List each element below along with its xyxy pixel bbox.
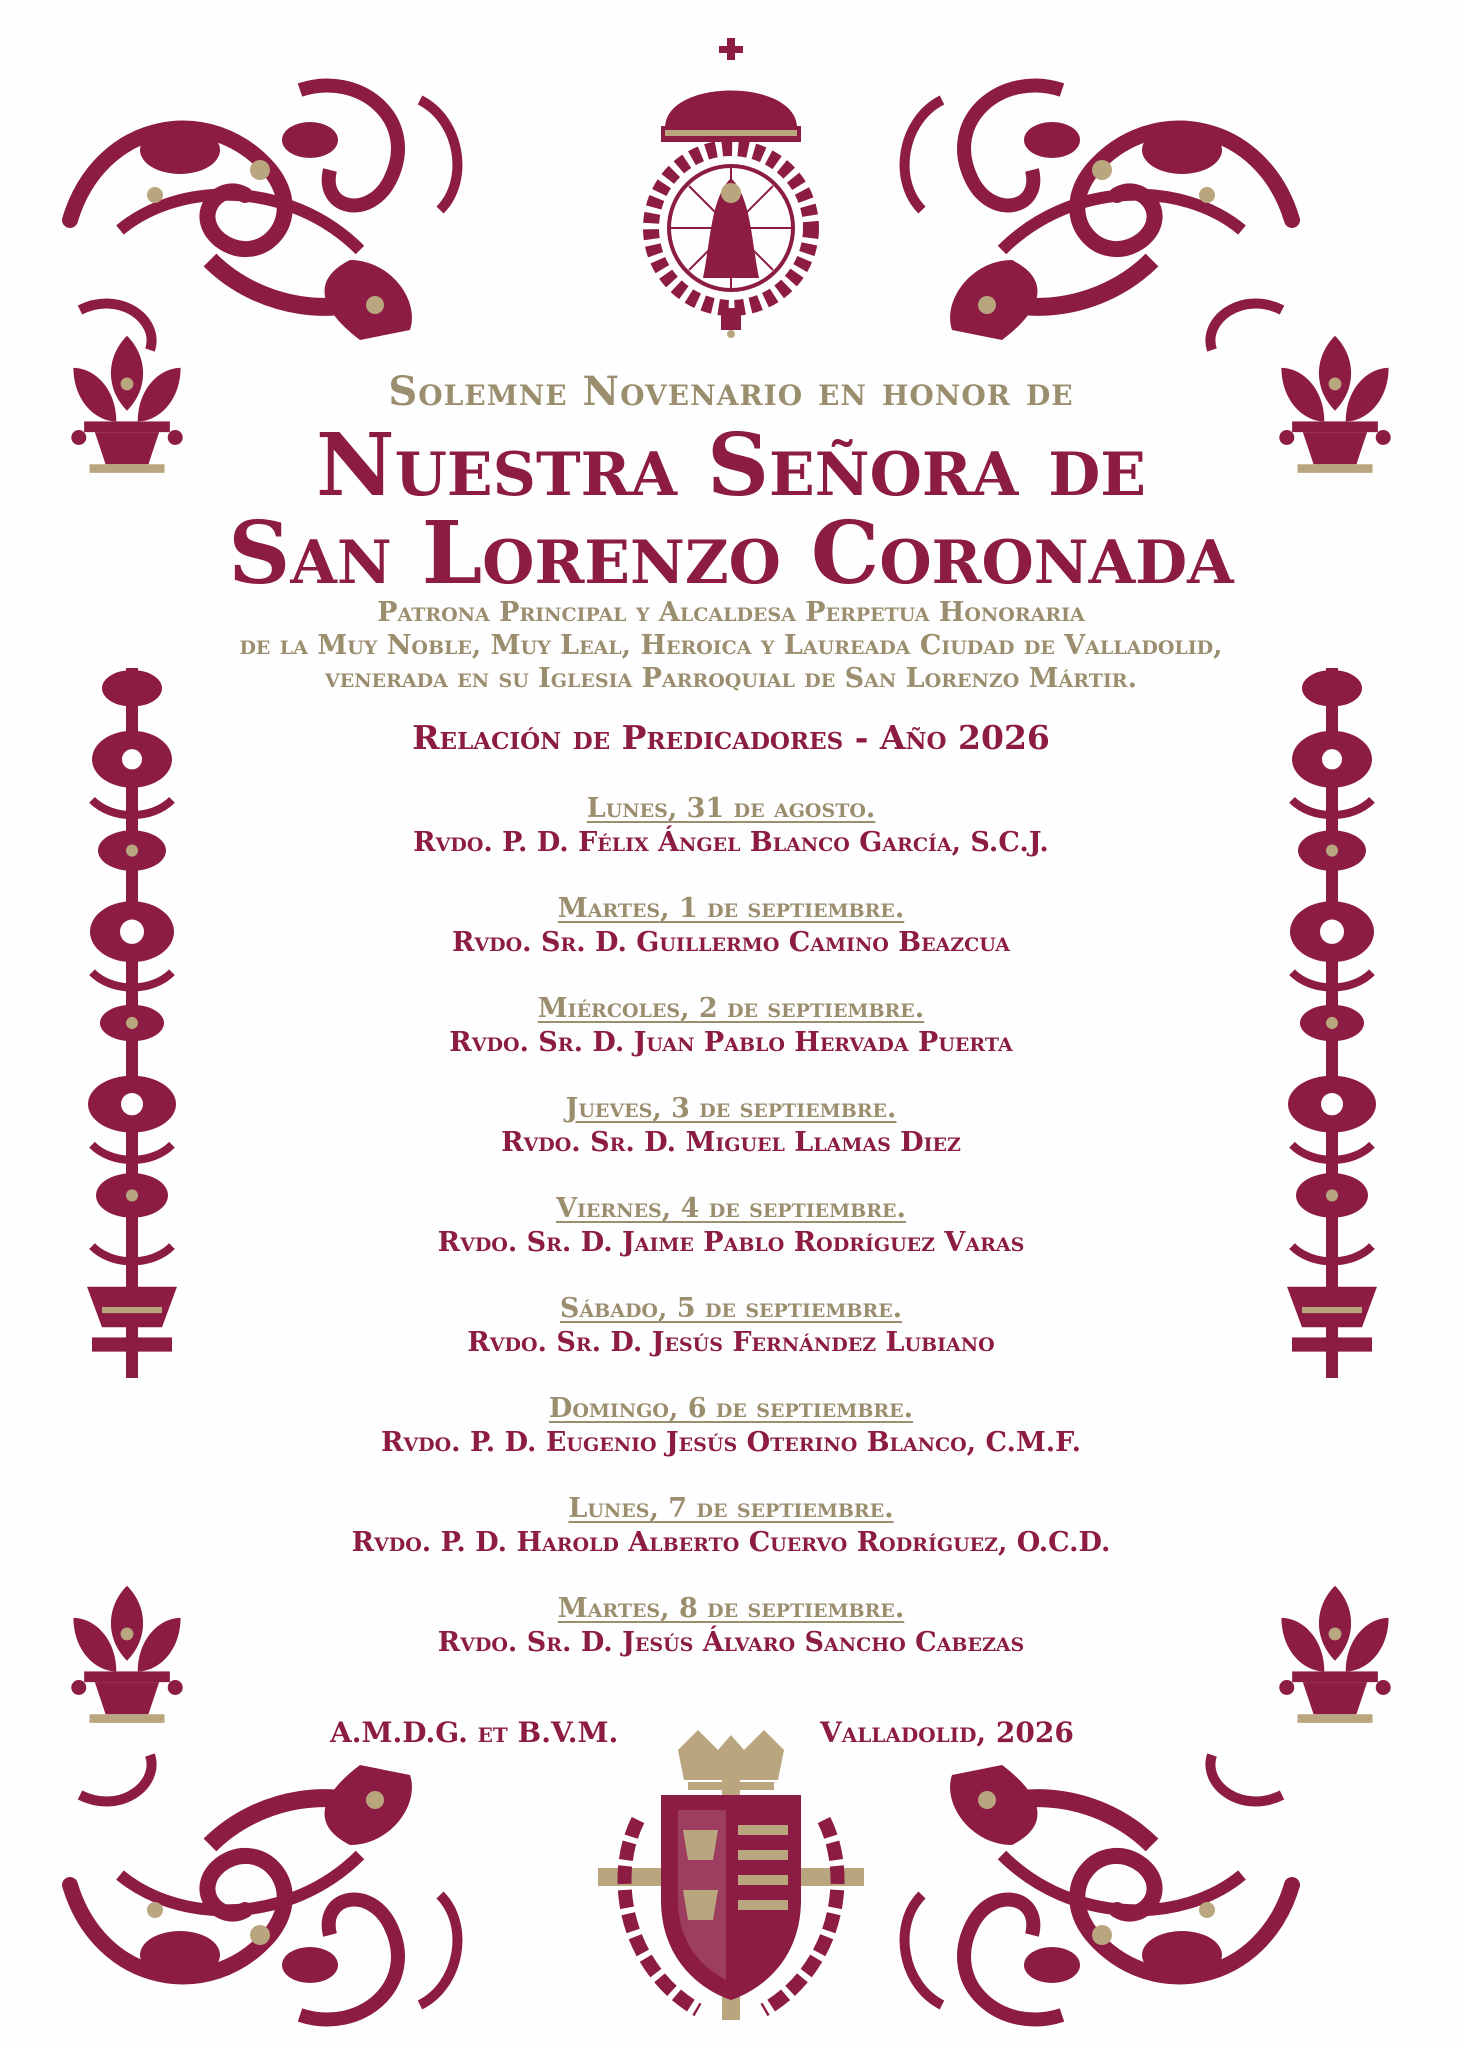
list-item: [0, 1492, 1462, 1560]
list-item: [0, 992, 1462, 1060]
day-preacher: Rvdo. Sr. D. Jesús Fernández Lubiano: [467, 1327, 995, 1358]
day-date: Miércoles, 2 de septiembre.: [537, 993, 925, 1024]
list-item: [0, 792, 1462, 860]
list-item: [0, 1292, 1462, 1360]
day-date: Martes, 8 de septiembre.: [557, 1593, 905, 1624]
list-item: [0, 1592, 1462, 1660]
day-preacher: Rvdo. P. D. Félix Ángel Blanco García, S.C.J.: [413, 827, 1049, 858]
bottom-left-scroll-ornament: [60, 1745, 480, 2045]
day-preacher: Rvdo. Sr. D. Jesús Álvaro Sancho Cabezas: [437, 1627, 1025, 1658]
day-preacher: Rvdo. Sr. D. Miguel Llamas Diez: [501, 1127, 961, 1158]
top-right-scroll-ornament: [882, 60, 1302, 360]
virgin-medallion-crest: [625, 38, 837, 338]
day-date: Domingo, 6 de septiembre.: [548, 1393, 914, 1424]
list-item: [0, 1392, 1462, 1460]
day-date: Viernes, 4 de septiembre.: [556, 1193, 906, 1224]
day-preacher: Rvdo. P. D. Harold Alberto Cuervo Rodríguez, O.C.D.: [351, 1527, 1111, 1558]
title-line-1: Nuestra Señora de: [315, 415, 1147, 516]
day-preacher: Rvdo. Sr. D. Juan Pablo Hervada Puerta: [449, 1027, 1013, 1058]
bottom-right-scroll-ornament: [882, 1745, 1302, 2045]
subtitle-line-1: Patrona Principal y Alcaldesa Perpetua Honoraria: [377, 597, 1085, 628]
footer-city-year: Valladolid, 2026: [820, 1716, 1074, 1749]
day-preacher: Rvdo. Sr. D. Jaime Pablo Rodríguez Varas: [437, 1227, 1025, 1258]
list-item: [0, 1092, 1462, 1160]
footer-amdg: A.M.D.G. et B.V.M.: [330, 1716, 619, 1749]
title-line-2: San Lorenzo Coronada: [228, 503, 1234, 604]
list-item: [0, 1192, 1462, 1260]
subtitle: [0, 596, 1462, 695]
day-date: Martes, 1 de septiembre.: [557, 893, 905, 924]
subtitle-line-3: venerada en su Iglesia Parroquial de San Lorenzo Mártir.: [325, 663, 1137, 694]
day-date: Lunes, 31 de agosto.: [586, 793, 876, 824]
subtitle-line-2: de la Muy Noble, Muy Leal, Heroica y Laureada Ciudad de Valladolid,: [239, 630, 1223, 661]
novenario-intro: Solemne Novenario en honor de: [388, 368, 1074, 415]
day-preacher: Rvdo. P. D. Eugenio Jesús Oterino Blanco, C.M.F.: [380, 1427, 1082, 1458]
list-item: [0, 892, 1462, 960]
day-preacher: Rvdo. Sr. D. Guillermo Camino Beazcua: [451, 927, 1011, 958]
preachers-heading: Relación de Predicadores - Año 2026: [412, 718, 1050, 757]
top-left-scroll-ornament: [60, 60, 480, 360]
day-date: Lunes, 7 de septiembre.: [568, 1493, 894, 1524]
valladolid-coat-of-arms: [598, 1730, 864, 2030]
day-date: Sábado, 5 de septiembre.: [559, 1293, 903, 1324]
day-date: Jueves, 3 de septiembre.: [565, 1093, 897, 1124]
